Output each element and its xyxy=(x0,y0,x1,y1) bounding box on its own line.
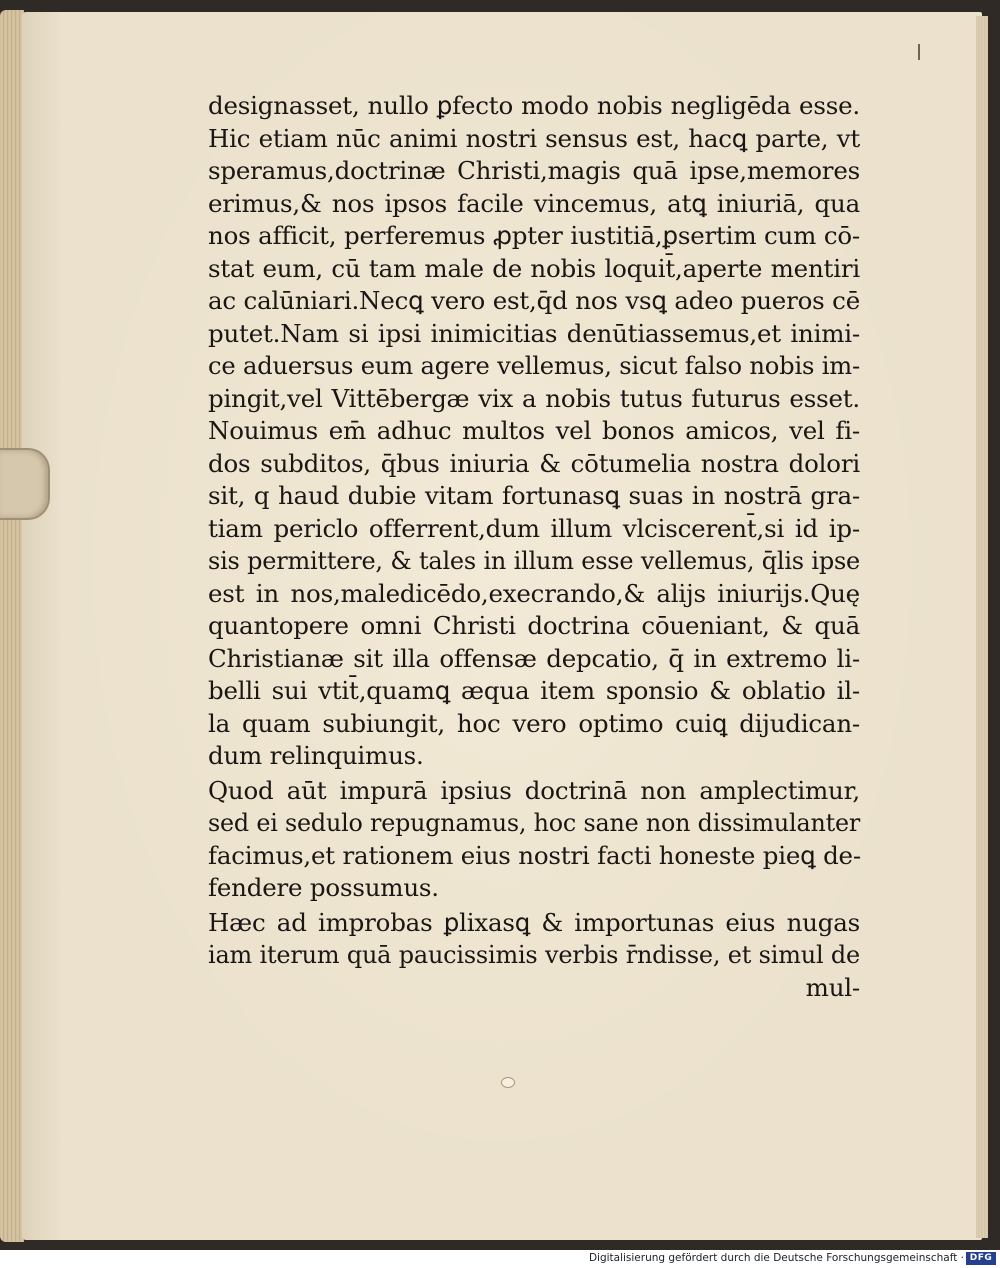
text-line: sed ei sedulo repugnamus, hoc sane non dissimulanter xyxy=(208,809,860,837)
text-line: ce aduersus eum agere vellemus, sicut falso nobis im- xyxy=(208,352,860,380)
text-line: stat eum, cū tam male de nobis loquit̄,aperte mentiri xyxy=(208,253,860,283)
page-clip xyxy=(0,448,50,520)
text-line: Hic etiam nūc animi nostri sensus est, hacꝗ parte, vt xyxy=(208,123,860,153)
text-line: putet.Nam si ipsi inimicitias denūtiassemus,et inimi- xyxy=(208,318,860,348)
text-line: est in nos,maledicēdo,execrando,& alijs iniurijs.Quę xyxy=(208,578,860,608)
text-line: tiam periclo offerrent,dum illum vlciscerent̄,si id ip- xyxy=(208,513,860,543)
book-fore-edge xyxy=(0,10,24,1242)
text-line: dum relinquimus. xyxy=(208,741,424,770)
text-line: belli sui vtit̄,quamꝗ æqua item sponsio & oblatio il- xyxy=(208,676,860,705)
text-line: nos afficit, perferemus ꝓpter iustitiā,ꝑsertim cum cō- xyxy=(208,221,860,250)
paper-hole xyxy=(501,1077,515,1088)
text-line: sis permittere, & tales in illum esse vellemus, q̄lis ipse xyxy=(208,547,860,575)
text-line: speramus,doctrinæ Christi,magis quā ipse,memores xyxy=(208,156,860,185)
text-line: facimus,et rationem eius nostri facti honeste pieꝗ de- xyxy=(208,840,861,870)
text-line: Nouimus em̄ adhuc multos vel bonos amicos, vel fi- xyxy=(208,416,860,445)
catchword: mul- xyxy=(805,972,860,1002)
funding-credit: Digitalisierung gefördert durch die Deutsche Forschungsgemeinschaft · xyxy=(588,1252,964,1264)
page-stack-edge xyxy=(976,16,988,1238)
text-line: designasset, nullo ꝑfecto modo nobis negligēda esse. xyxy=(208,91,860,120)
text-line: Christianæ sit illa offensæ depcatio, q̄ in extremo li- xyxy=(208,643,860,673)
dfg-logo: DFG xyxy=(966,1252,996,1265)
text-line: ac calūniari.Necꝗ vero est,q̄d nos vsꝗ adeo pueros cē xyxy=(208,286,860,315)
text-line: dos subditos, q̄bus iniuria & cōtumelia nostra dolori xyxy=(208,448,860,478)
text-line: Hæc ad improbas ꝑlixasꝗ & importunas eius nugas xyxy=(208,907,860,937)
text-line: erimus,& nos ipsos facile vincemus, atꝗ iniuriā, qua xyxy=(208,188,860,218)
body-text xyxy=(208,90,868,1004)
text-line: Quod aūt impurā ipsius doctrinā non amplectimur, xyxy=(208,775,860,805)
text-line: pingit,vel Vittēbergæ vix a nobis tutus futurus esset. xyxy=(208,383,860,413)
text-line: la quam subiungit, hoc vero optimo cuiꝗ dijudican- xyxy=(208,708,860,738)
text-line: quantopere omni Christi doctrina cōueniant, & quā xyxy=(208,611,860,640)
page-mark xyxy=(918,44,920,60)
footer-bar xyxy=(0,1250,1000,1268)
text-line: iam iterum quā paucissimis verbis r̄ndisse, et simul de xyxy=(208,941,860,969)
text-line: sit, q haud dubie vitam fortunasꝗ suas in nostrā gra- xyxy=(208,481,860,510)
text-line: fendere possumus. xyxy=(208,873,439,902)
